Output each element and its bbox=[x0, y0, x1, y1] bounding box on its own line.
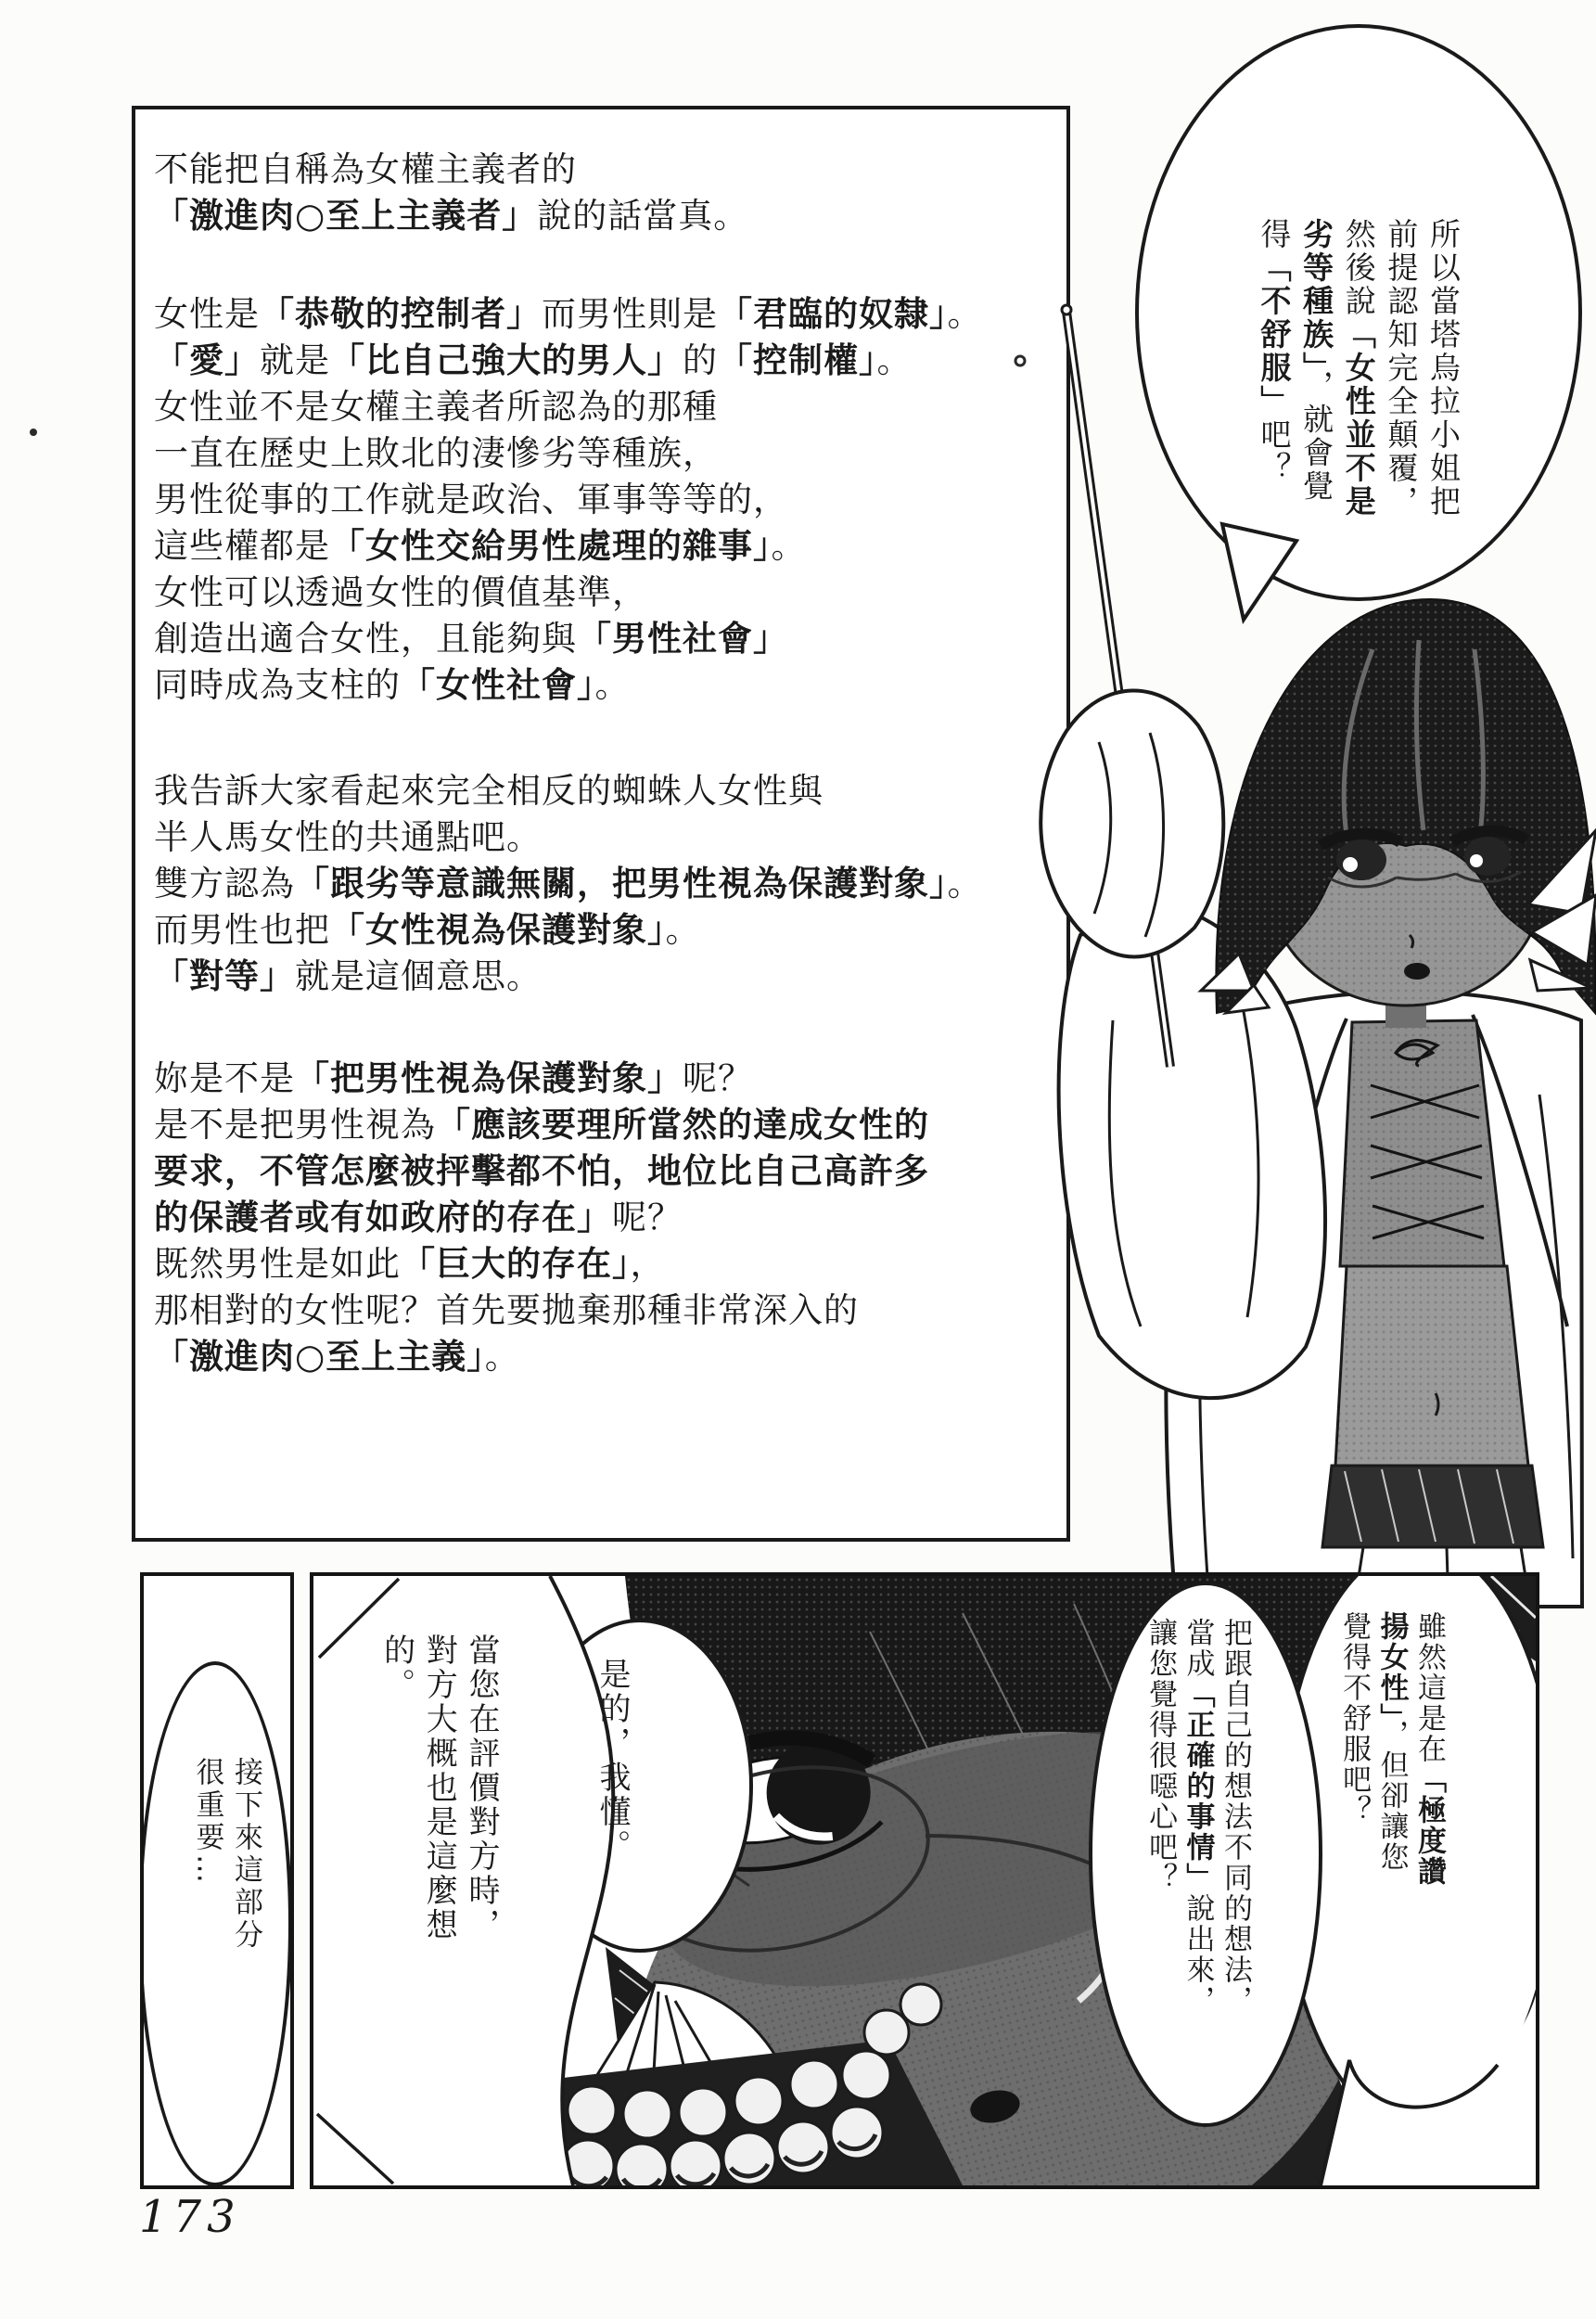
speech-bubble-praise-text: 雖然這是在「極度讚 揚女性」，但卻讓您 覺得不舒服吧？ bbox=[1337, 1611, 1446, 1887]
speech-bubble-correct-text: 把跟自己的想法不同的想法， 當成「正確的事情」說出來， 讓您覺得很噁心吧？ bbox=[1143, 1618, 1252, 2016]
margin-dot bbox=[30, 429, 37, 436]
speech-bubble-agree-text: 是的，我懂。 bbox=[594, 1658, 631, 1864]
speech-bubble-next-text: 接下來這部分 很重要… bbox=[190, 1757, 262, 1952]
info-box-text: 不能把自稱為女權主義者的 「激進肉○至上主義者」說的話當真。 女性是「恭敬的控制者」而男性則是「君臨的奴隸」。 「愛」就是「比自己強大的男人」的「控制權」。 女性並不是女權主義者所認為的那種 一直在歷史上敗北的淒慘劣等種族， 男性從事的工作就是政治、軍事等等的， 這些權都是「女性交給男性處理的雜事」。 女性可以透過女性的價值基準， 創造出適合女性，且能夠與「男性社會」 同時成為支柱的「女性社會」。 我告訴大家看起來完全相反的蜘蛛人女性與 半人馬女性的共通點吧。 雙方認為「跟劣等意識無關，把男性視為保護對象」。 而男性也把「女性視為保護對象」。 「對等」就是這個意思。 妳是不是「把男性視為保護對象」呢？ 是不是把男性視為「應該要理所當然的達成女性的 要求，不管怎麼被抨擊都不怕，地位比自己高許多 的保護者或有如政府的存在」呢？ 既然男性是如此「巨大的存在」， 那相對的女性呢？首先要拋棄那種非常深入的 「激進肉○至上主義」。 bbox=[154, 149, 983, 1377]
speech-bubble-tail bbox=[1202, 512, 1322, 642]
speech-bubble-teacher-text: 所以當塔烏拉小姐把 前提認知完全顛覆， 然後說「女性並不是 劣等種族」，就會覺 得「不舒服」吧？ bbox=[1256, 218, 1462, 519]
teacher-hand bbox=[1041, 690, 1223, 956]
teacher-body bbox=[1059, 904, 1582, 1607]
bottom-panel bbox=[310, 1572, 1539, 2189]
speech-bubble-evaluate-text: 當您在評價對方時， 對方大概也是這麼想 的。 bbox=[377, 1634, 500, 1942]
side-panel bbox=[140, 1572, 294, 2189]
page-number: 173 bbox=[139, 2191, 241, 2243]
teacher-head bbox=[1201, 599, 1596, 1028]
